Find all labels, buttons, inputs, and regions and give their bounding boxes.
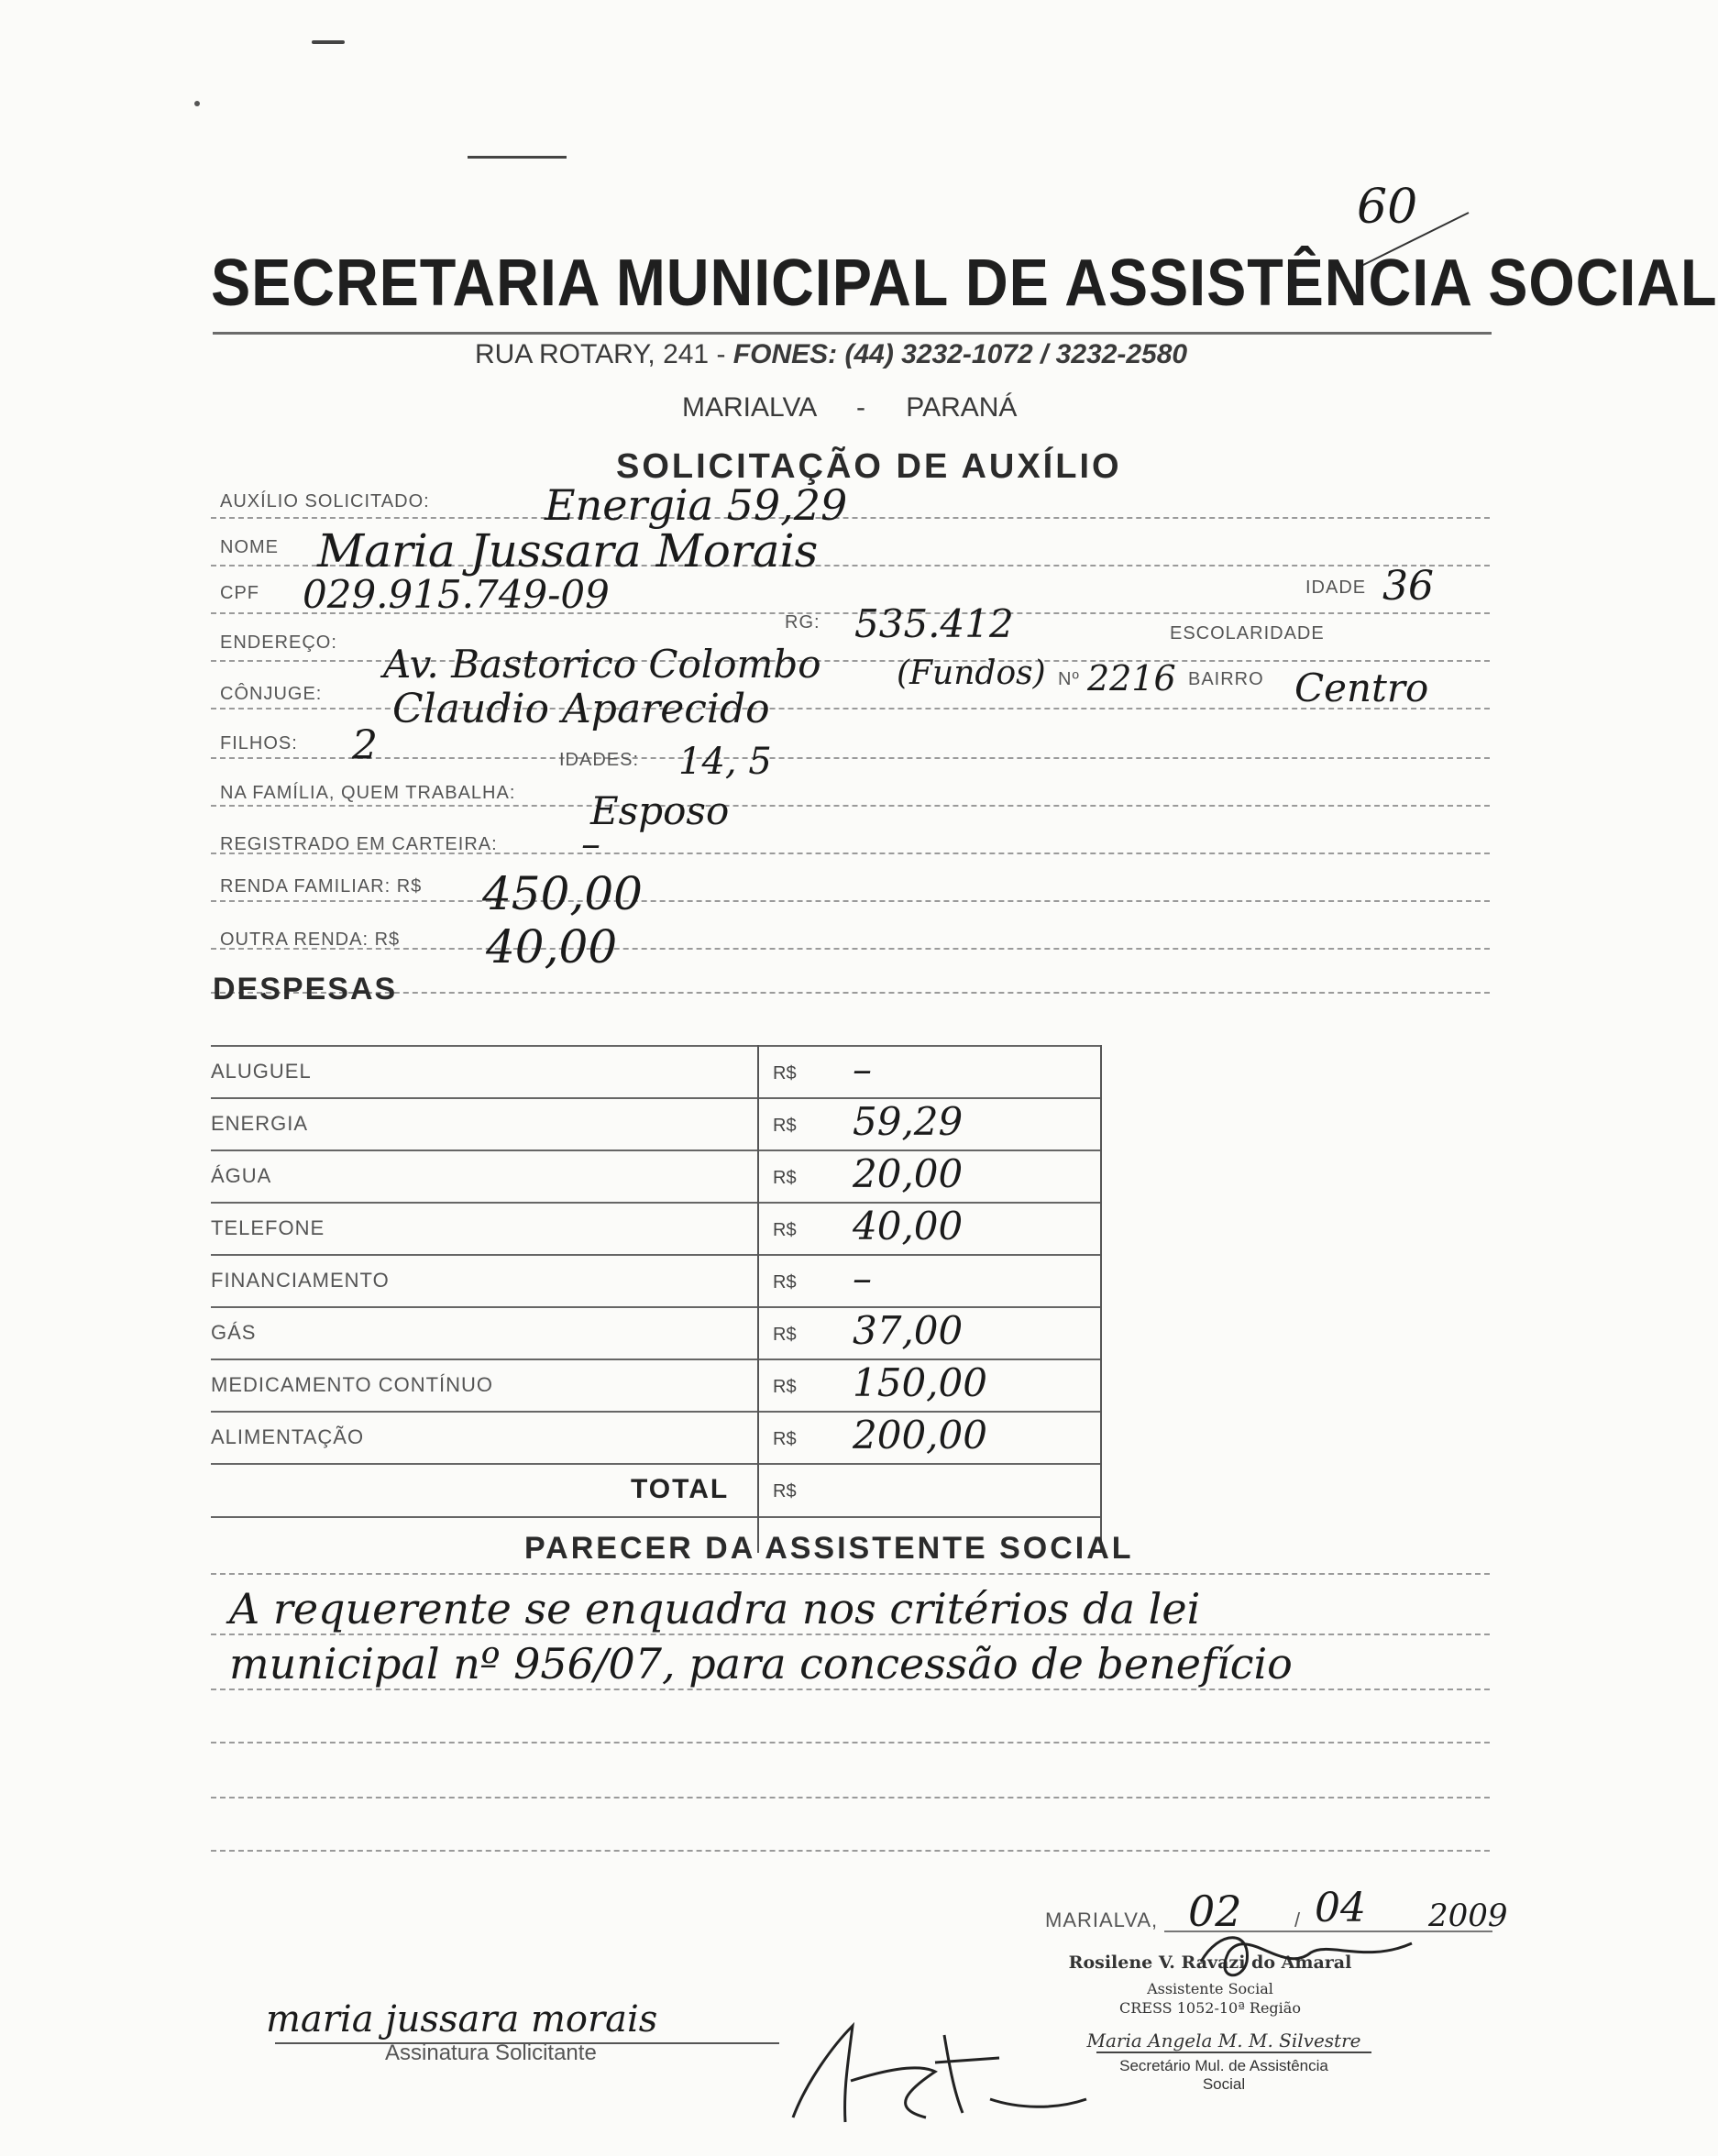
despesa-label: ENERGIA [211, 1112, 309, 1135]
quem-trabalha-label: NA FAMÍLIA, QUEM TRABALHA: [220, 783, 516, 803]
table-divider-right [1100, 1045, 1102, 1553]
conjuge-label: CÔNJUGE: [220, 684, 323, 704]
date-month: 04 [1315, 1885, 1366, 1931]
state-text: PARANÁ [906, 392, 1018, 423]
filhos-value: 2 [352, 722, 378, 769]
secretary-role: Secretário Mul. de Assistência [1119, 2057, 1328, 2074]
bairro-value: Centro [1294, 666, 1429, 710]
header-title: SECRETARIA MUNICIPAL DE ASSISTÊNCIA SOCIAL [211, 247, 1718, 320]
parecer-line [211, 1797, 1490, 1798]
despesa-value: 40,00 [853, 1204, 964, 1248]
conjuge-value: Claudio Aparecido [392, 686, 770, 732]
despesa-value: – [853, 1256, 872, 1301]
form-line [211, 948, 1490, 950]
date-year: 2009 [1428, 1898, 1508, 1934]
phones-label: FONES: [732, 339, 838, 369]
scan-speck [468, 156, 567, 159]
outra-renda-label: OUTRA RENDA: R$ [220, 930, 401, 950]
endereco-fundos: (Fundos) [897, 654, 1046, 692]
social-worker-role: Assistente Social [1147, 1980, 1273, 1997]
numero-label: Nº [1058, 669, 1080, 689]
form-title: SOLICITAÇÃO DE AUXÍLIO [616, 447, 1122, 486]
despesa-value: 59,29 [853, 1099, 964, 1144]
despesa-value: – [853, 1047, 872, 1092]
rg-value: 535.412 [854, 601, 1014, 646]
currency-label: R$ [773, 1272, 797, 1292]
form-line [211, 992, 1490, 994]
despesa-value: 37,00 [853, 1308, 964, 1353]
filhos-label: FILHOS: [220, 733, 298, 754]
date-city: MARIALVA, [1045, 1908, 1159, 1931]
despesa-label: GÁS [211, 1321, 257, 1344]
form-line [211, 517, 1490, 519]
rg-label: RG: [785, 612, 820, 632]
nome-label: NOME [220, 537, 279, 557]
endereco-value: Av. Bastorico Colombo [383, 642, 821, 687]
despesa-row-medicamento [211, 1358, 1102, 1411]
table-divider-left [757, 1045, 759, 1553]
quem-trabalha-value: Esposo [590, 788, 730, 833]
auxilio-label: AUXÍLIO SOLICITADO: [220, 491, 430, 512]
secretary-role-2: Social [1202, 2075, 1246, 2093]
cpf-value: 029.915.749-09 [303, 572, 610, 617]
address-text: RUA ROTARY, 241 - [475, 339, 726, 369]
despesa-value: 150,00 [853, 1360, 987, 1405]
applicant-signature-label: Assinatura Solicitante [385, 2040, 597, 2065]
applicant-signature: maria jussara morais [266, 1998, 658, 2040]
despesa-value: 200,00 [853, 1413, 987, 1458]
currency-label: R$ [773, 1429, 797, 1449]
despesa-row-alimentacao [211, 1411, 1102, 1463]
idades-label: IDADES: [559, 750, 640, 770]
despesa-label: ÁGUA [211, 1164, 272, 1187]
scan-speck [312, 40, 345, 44]
scan-speck [194, 101, 200, 106]
parecer-line-2: municipal nº 956/07, para concessão de benefício [229, 1639, 1293, 1688]
form-line [211, 805, 1490, 807]
parecer-title: PARECER DA ASSISTENTE SOCIAL [524, 1531, 1134, 1566]
state-separator: - [855, 392, 865, 423]
registrado-value: – [581, 821, 600, 866]
form-line [211, 900, 1490, 902]
despesa-label: ALUGUEL [211, 1060, 312, 1083]
despesa-label: FINANCIAMENTO [211, 1269, 390, 1292]
outra-renda-value: 40,00 [486, 920, 618, 974]
despesa-label: MEDICAMENTO CONTÍNUO [211, 1373, 494, 1396]
currency-label: R$ [773, 1168, 797, 1188]
page-number: 60 [1357, 180, 1418, 235]
parecer-line [211, 1742, 1490, 1744]
renda-familiar-value: 450,00 [482, 867, 643, 920]
despesa-row-telefone [211, 1202, 1102, 1254]
registrado-label: REGISTRADO EM CARTEIRA: [220, 834, 498, 854]
currency-label: R$ [773, 1116, 797, 1136]
currency-label: R$ [773, 1325, 797, 1345]
secretary-stamp [1073, 2030, 1375, 2094]
despesa-row-aluguel [211, 1045, 1102, 1097]
social-worker-signature [1183, 1925, 1421, 1989]
endereco-label: ENDEREÇO: [220, 632, 337, 653]
social-worker-name: Rosilene V. Ravazi do Amaral [1068, 1952, 1352, 1973]
escolaridade-label: ESCOLARIDADE [1170, 623, 1325, 644]
bairro-label: BAIRRO [1188, 669, 1264, 689]
cpf-label: CPF [220, 583, 259, 603]
secretary-signature [779, 2008, 1091, 2136]
renda-familiar-label: RENDA FAMILIAR: R$ [220, 876, 423, 896]
parecer-line [211, 1573, 1490, 1575]
despesas-title: DESPESAS [213, 972, 398, 1006]
despesa-row-agua [211, 1150, 1102, 1202]
despesas-table [211, 1045, 1102, 1518]
despesa-row-total [211, 1463, 1102, 1518]
despesa-value: 20,00 [853, 1151, 964, 1196]
city-text: MARIALVA [682, 392, 816, 423]
header-rule [213, 332, 1492, 335]
parecer-line-1: A requerente se enquadra nos critérios da lei [229, 1584, 1201, 1634]
auxilio-value: Energia 59,29 [545, 480, 848, 530]
phones-text: (44) 3232-1072 / 3232-2580 [844, 339, 1188, 369]
despesa-label: ALIMENTAÇÃO [211, 1425, 365, 1448]
date-day: 02 [1188, 1886, 1242, 1936]
currency-label: R$ [773, 1220, 797, 1240]
currency-label: R$ [773, 1063, 797, 1084]
currency-label: R$ [773, 1377, 797, 1397]
secretary-name: Maria Angela M. M. Silvestre [1086, 2030, 1361, 2052]
despesa-label: TELEFONE [211, 1216, 325, 1239]
despesa-row-gas [211, 1306, 1102, 1358]
parecer-line [211, 1850, 1490, 1852]
social-worker-cress: CRESS 1052-10ª Região [1119, 1999, 1301, 2017]
total-label: TOTAL [631, 1474, 730, 1504]
idade-label: IDADE [1305, 578, 1367, 598]
idades-value: 14, 5 [678, 741, 772, 783]
nome-value: Maria Jussara Morais [317, 524, 819, 578]
date-sep: / [1294, 1908, 1302, 1931]
despesa-row-energia [211, 1097, 1102, 1150]
form-line [211, 757, 1490, 759]
numero-value: 2216 [1087, 658, 1176, 698]
header-city [682, 392, 1017, 424]
idade-value: 36 [1382, 563, 1434, 610]
header-address [475, 339, 1187, 370]
currency-label: R$ [773, 1481, 797, 1502]
despesa-row-financiamento [211, 1254, 1102, 1306]
